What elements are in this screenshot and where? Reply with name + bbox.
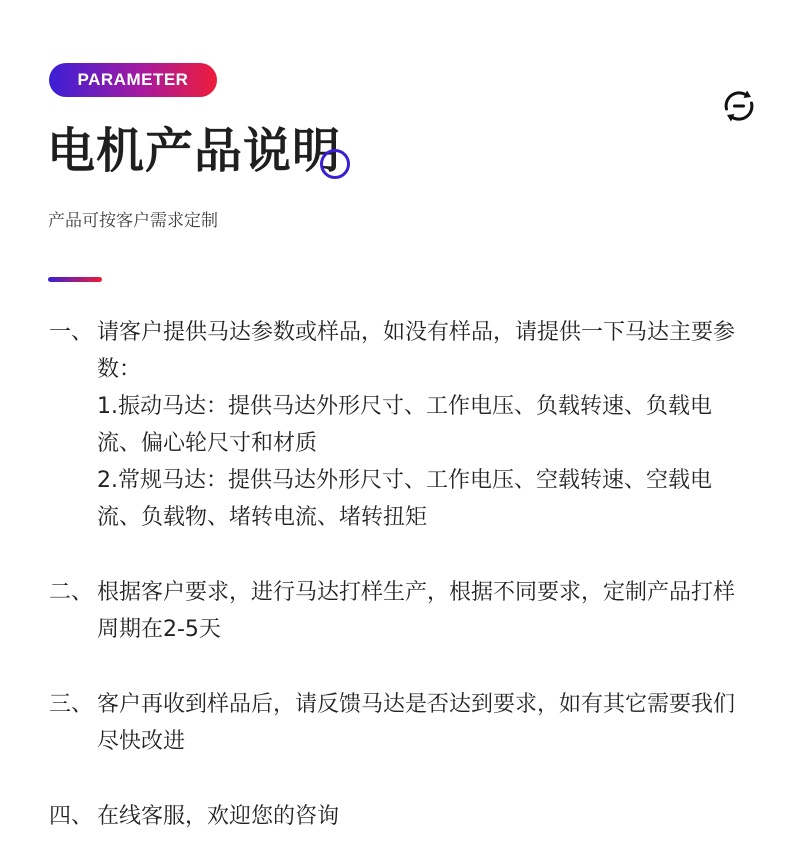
item-text: 请客户提供马达参数或样品，如没有样品，请提供一下马达主要参数：	[97, 320, 736, 382]
refresh-icon[interactable]	[721, 88, 757, 124]
item-text: 在线客服，欢迎您的咨询	[97, 804, 340, 829]
list-item	[49, 314, 749, 536]
item-number: 二、	[49, 580, 94, 605]
list-item	[49, 798, 749, 835]
list-item	[49, 686, 749, 760]
decorative-ring	[320, 149, 350, 179]
item-number: 一、	[49, 320, 94, 345]
page-subtitle: 产品可按客户需求定制	[48, 211, 218, 231]
item-text: 客户再收到样品后，请反馈马达是否达到要求，如有其它需要我们尽快改进	[97, 692, 736, 754]
item-number: 四、	[49, 804, 94, 829]
list-item	[49, 574, 749, 648]
item-subpoint: 2.常规马达：提供马达外形尺寸、工作电压、空载转速、空载电流、负载物、堵转电流、堵转扭矩	[97, 468, 712, 530]
accent-divider	[48, 277, 102, 282]
item-subpoint: 1.振动马达：提供马达外形尺寸、工作电压、负载转速、负载电流、偏心轮尺寸和材质	[97, 394, 712, 456]
page-title: 电机产品说明	[47, 123, 342, 179]
item-text: 根据客户要求，进行马达打样生产，根据不同要求，定制产品打样周期在2-5天	[97, 580, 736, 642]
parameter-badge: PARAMETER	[49, 63, 217, 97]
instruction-list	[49, 314, 749, 835]
item-number: 三、	[49, 692, 94, 717]
